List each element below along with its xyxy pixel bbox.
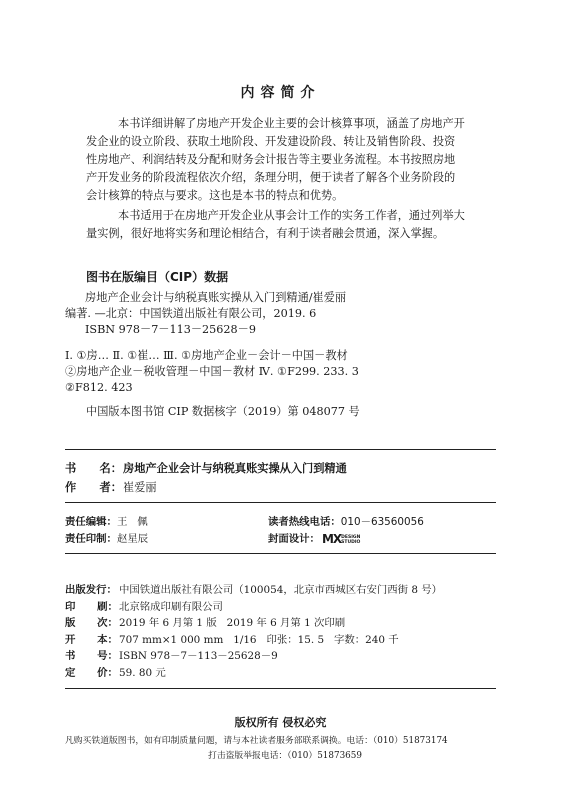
publication-value: 59. 80 元 — [119, 666, 166, 679]
book-author: 崔爱丽 — [123, 481, 157, 494]
book-title: 房地产企业会计与纳税真账实操从入门到精通 — [123, 462, 347, 475]
cip-record-line: 编著. —北京：中国铁道出版社有限公司，2019. 6 — [65, 307, 317, 320]
book-author-row — [65, 479, 157, 495]
book-title-row — [65, 460, 347, 476]
divider — [65, 688, 496, 689]
printing-label: 责任印制： — [65, 533, 117, 545]
hotline-label: 读者热线电话： — [268, 516, 341, 528]
text-line: 本书详细讲解了房地产开发企业主要的会计核算事项，涵盖了房地产开 — [118, 117, 465, 130]
intro-paragraph-1 — [86, 115, 484, 205]
book-title-label: 书 名： — [65, 462, 122, 475]
publication-row — [65, 648, 442, 665]
cip-number: 中国版本图书馆 CIP 数据核字（2019）第 048077 号 — [86, 405, 360, 418]
publication-value: 北京铭成印刷有限公司 — [119, 600, 223, 613]
publication-value: 2019 年 6 月第 1 版 2019 年 6 月第 1 次印刷 — [119, 617, 346, 630]
editor-label: 责任编辑： — [65, 516, 117, 528]
text-line: 本书适用于在房地产开发企业从事会计工作的实务工作者，通过列举大 — [118, 209, 465, 222]
hotline-row — [268, 513, 424, 528]
intro-paragraph-2 — [86, 207, 484, 243]
publication-row — [65, 632, 442, 649]
mx-design-logo — [322, 532, 360, 546]
printing-name: 赵星辰 — [116, 533, 149, 545]
printing-row — [65, 530, 148, 545]
cip-record-line: ISBN 978－7－113－25628－9 — [85, 323, 256, 336]
publication-info — [65, 582, 442, 682]
publication-label: 开 本： — [65, 633, 118, 646]
publication-value: 中国铁道出版社有限公司（100054，北京市西城区右安门西街 8 号） — [119, 584, 443, 596]
text-line: 发企业的设立阶段、获取土地阶段、开发建设阶段、转让及销售阶段、投资 — [86, 135, 456, 148]
logo-mark: MX — [321, 532, 342, 546]
publication-value: ISBN 978－7－113－25628－9 — [119, 650, 278, 663]
publication-row — [65, 665, 442, 682]
text-line: 性房地产、利润结转及分配和财务会计报告等主要业务流程。本书按照房地 — [86, 153, 456, 166]
publication-label: 出版发行： — [65, 584, 117, 596]
rights-notice — [65, 734, 505, 764]
publication-label: 定 价： — [65, 666, 118, 679]
cip-record-line: 房地产企业会计与纳税真账实操从入门到精通/崔爱丽 — [85, 291, 347, 304]
rights-heading: 版权所有 侵权必究 — [234, 716, 327, 729]
publication-row — [65, 582, 442, 599]
logo-small-text: DESIGN — [341, 535, 361, 540]
divider — [65, 502, 496, 503]
cip-heading: 图书在版编目（CIP）数据 — [86, 270, 229, 284]
divider — [65, 553, 496, 554]
publication-row — [65, 599, 442, 616]
intro-text — [86, 115, 484, 243]
cip-subject-line: ②房地产企业－税收管理－中国－教材 Ⅳ. ①F299. 233. 3 — [65, 365, 359, 378]
editor-name: 王 佩 — [116, 516, 148, 528]
editor-row — [65, 513, 148, 528]
publication-label: 书 号： — [65, 650, 118, 663]
text-line: 量实例，很好地将实务和理论相结合，有利于读者融会贯通，深入掌握。 — [86, 227, 445, 240]
cover-design-label: 封面设计： — [268, 533, 320, 545]
cip-subject-line: Ⅰ. ①房… Ⅱ. ①崔… Ⅲ. ①房地产企业－会计－中国－教材 — [65, 349, 348, 362]
publication-label: 印 刷： — [65, 600, 118, 613]
publication-value: 707 mm×1 000 mm 1/16 印张：15. 5 字数：240 千 — [119, 633, 399, 646]
notice-line: 凡购买铁道版图书，如有印制质量问题，请与本社读者服务部联系调换。电话：（010）51873174 — [65, 736, 448, 746]
cip-subject-line: ②F812. 423 — [65, 381, 133, 394]
intro-title: 内容简介 — [240, 85, 321, 101]
publication-label: 版 次： — [65, 617, 118, 630]
text-line: 会计核算的特点与要求。这也是本书的特点和优势。 — [86, 189, 344, 202]
book-author-label: 作 者： — [65, 481, 122, 494]
cip-record — [65, 290, 505, 396]
logo-small-text: STUDIO — [341, 540, 361, 545]
hotline-number: 010－63560056 — [340, 516, 424, 528]
divider — [65, 449, 496, 450]
text-line: 产开发业务的阶段流程依次介绍，条理分明，便于读者了解各个业务阶段的 — [86, 171, 456, 184]
publication-row — [65, 615, 442, 632]
notice-line: 打击盗版举报电话：（010）51873659 — [208, 751, 362, 761]
cover-design-row — [268, 530, 360, 546]
